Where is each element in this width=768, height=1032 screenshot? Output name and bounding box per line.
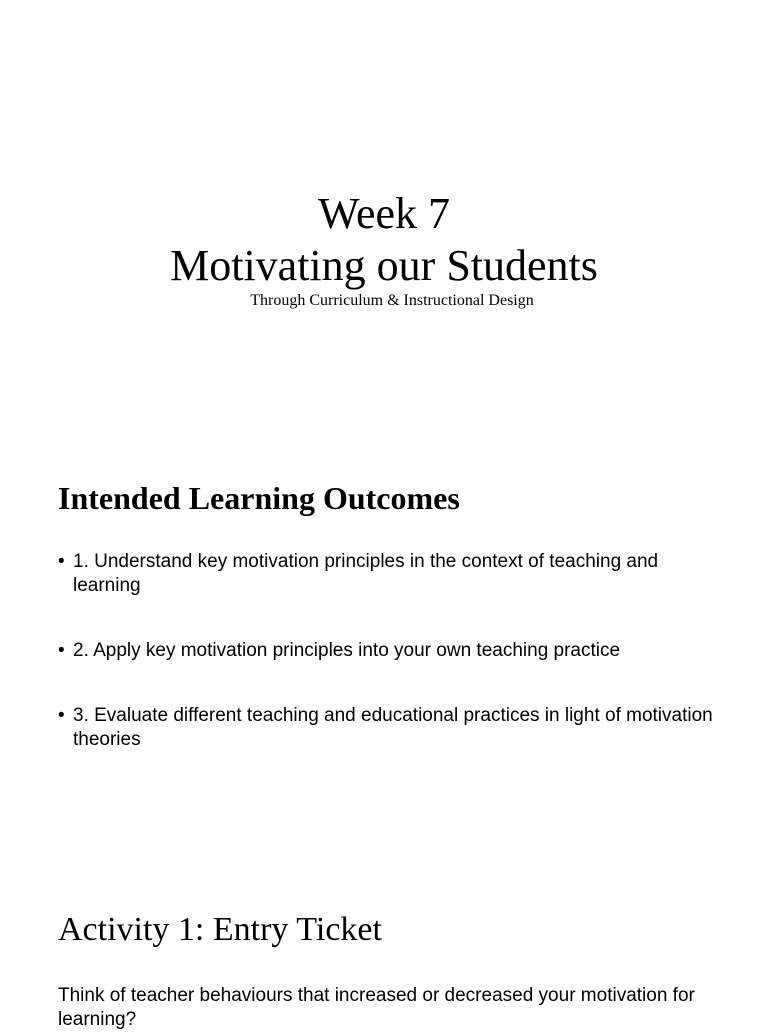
slide-title-week: Week 7 — [317, 189, 451, 238]
activity-prompt: Think of teacher behaviours that increased or decreased your motivation for learning? — [58, 985, 695, 1030]
outcome-item-1: • 1. Understand key motivation principles in the context of teaching and learning — [58, 550, 728, 598]
outcome-item-3: • 3. Evaluate different teaching and educational practices in light of motivation theories — [58, 704, 728, 752]
learning-outcomes-list — [58, 550, 728, 752]
activity-heading: Activity 1: Entry Ticket — [58, 911, 382, 948]
learning-outcomes-heading: Intended Learning Outcomes — [58, 480, 460, 516]
slide-subtitle: Through Curriculum & Instructional Design — [250, 292, 534, 309]
slide-title-topic: Motivating our Students — [170, 241, 598, 290]
outcome-item-2: • 2. Apply key motivation principles into your own teaching practice — [58, 639, 728, 663]
